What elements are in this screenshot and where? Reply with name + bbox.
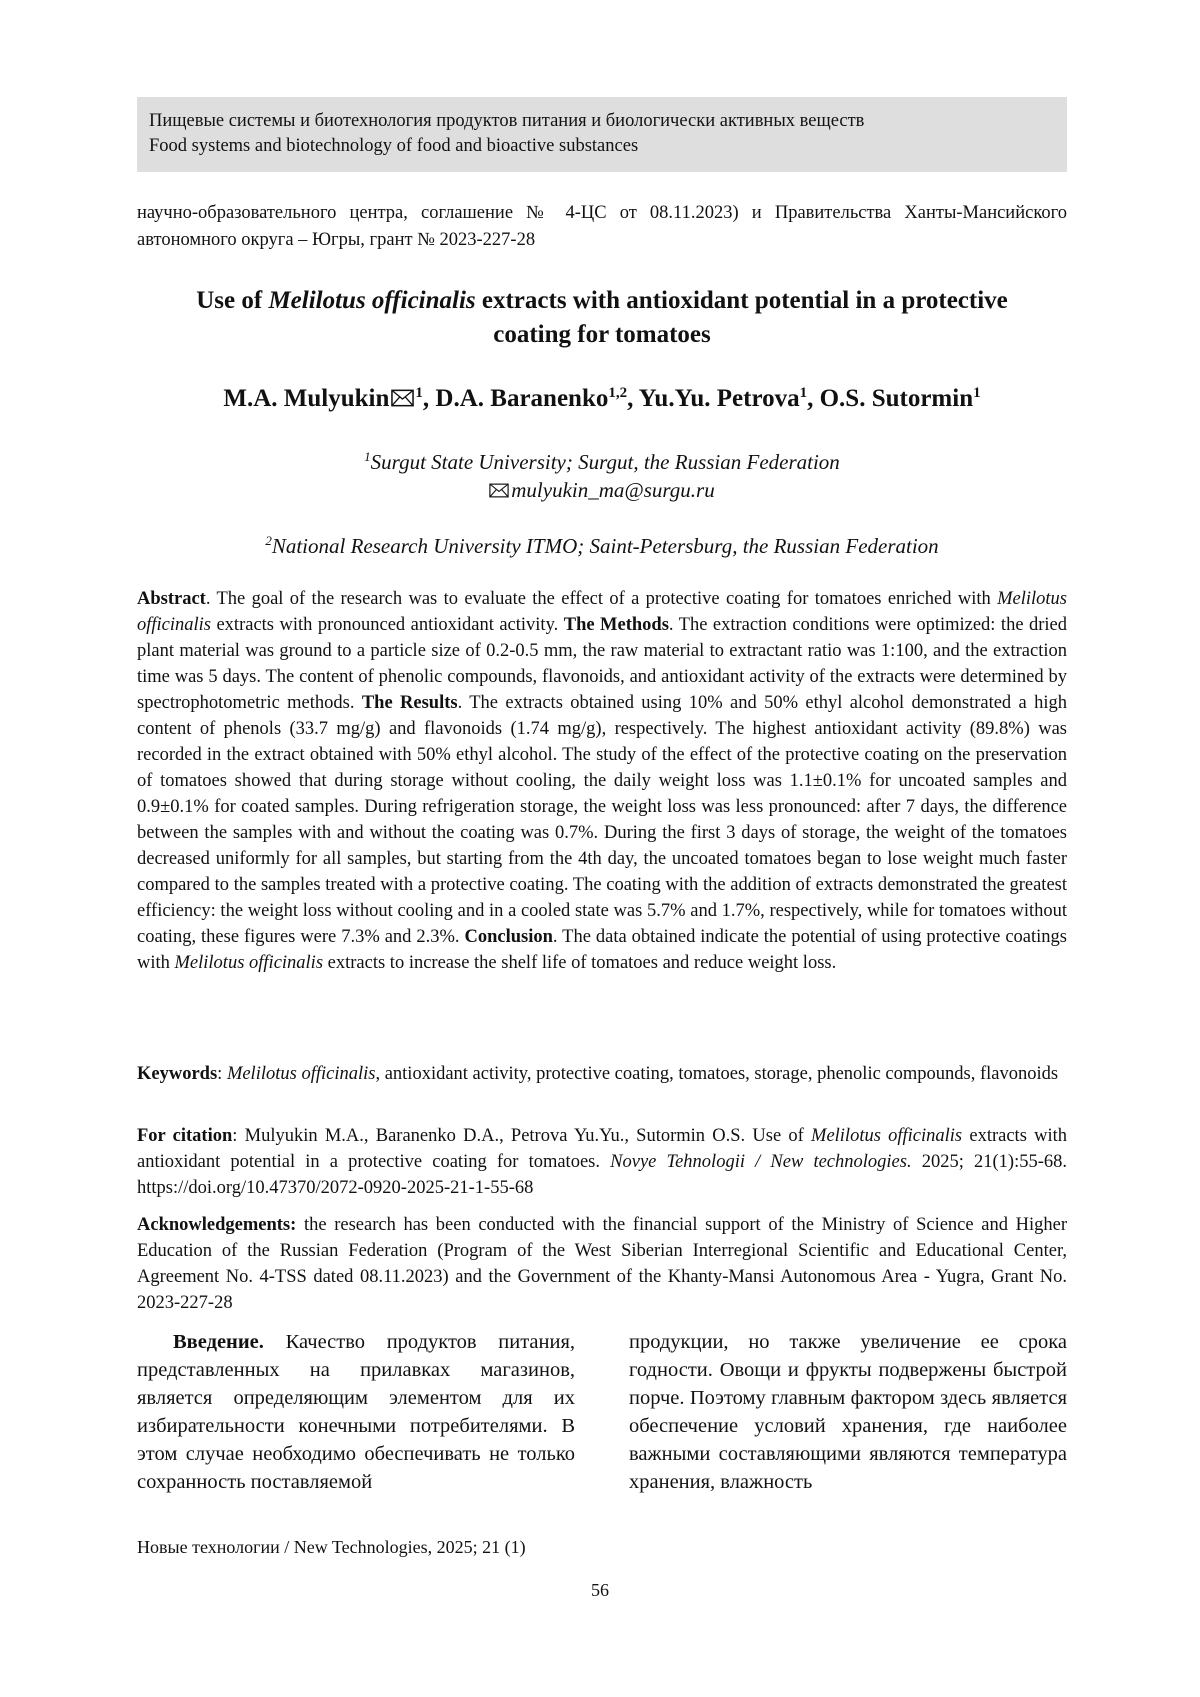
author-4-affiliation: 1 <box>973 385 981 401</box>
title-species: Melilotus officinalis <box>268 287 476 314</box>
corresponding-email <box>137 476 1067 504</box>
introduction-text: Качество продуктов питания, представленных на прилавках магазинов, является определяющим элементом для их избирательности конечными потребителями. В этом случае необходимо обеспечивать не только сохранность поставляемой <box>137 1331 575 1493</box>
abstract-text: . The goal of the research was to evaluate the effect of a protective coating for tomatoes enriched with <box>205 589 998 609</box>
keyword-species: Melilotus officinalis <box>226 1064 376 1084</box>
keywords-label: Keywords <box>137 1064 218 1084</box>
corresponding-author-mail-icon <box>391 389 414 407</box>
citation-species: Melilotus officinalis <box>811 1126 963 1146</box>
citation-text: : Mulyukin M.A., Baranenko D.A., Petrova Yu.Yu., Sutormin O.S. Use of <box>232 1126 812 1146</box>
citation-text: extracts with antioxidant potential in a protective coating for tomatoes. <box>137 1126 1067 1172</box>
author-2: D.A. Baranenko <box>435 385 609 412</box>
author-1-affiliation: 1 <box>415 385 423 401</box>
affiliation-1 <box>137 448 1067 476</box>
abstract-species: Melilotus officinalis <box>174 953 324 973</box>
abstract-text: . The extraction conditions were optimized: the dried plant material was ground to a particle size of 0.2-0.5 mm, the raw material to extractant ratio was 1:100, and the extraction time was 5 days. The content of phenolic compounds, flavonoids, and antioxidant activity of the extracts were determined by spectrophotometric methods. <box>137 615 1068 713</box>
methods-label: The Methods <box>563 615 669 635</box>
abstract-species: Melilotus officinalis <box>137 589 1067 635</box>
abstract <box>137 586 1067 976</box>
journal-section-header <box>137 97 1067 172</box>
author-separator: , <box>807 385 820 412</box>
abstract-text: . The extracts obtained using 10% and 50% ethyl alcohol demonstrated a high content of phenols (33.7 mg/g) and flavonoids (1.74 mg/g), respectively. The highest antioxidant activity (89.8%) was recorded in the extract obtained with 50% ethyl alcohol. The study of the effect of the protective coating on the preservation of tomatoes showed that during storage without cooling, the daily weight loss was 1.1±0.1% for uncoated samples and 0.9±0.1% for coated samples. During refrigeration storage, the weight loss was less pronounced: after 7 days, the difference between the samples with and without the coating was 0.7%. During the first 3 days of storage, the weight of the tomatoes decreased uniformly for all samples, but starting from the 4th day, the uncoated tomatoes began to lose weight much faster compared to the samples treated with a protective coating. The coating with the addition of extracts demonstrated the greatest efficiency: the weight loss without cooling and in a cooled state was 5.7% and 1.7%, respectively, while for tomatoes without coating, these figures were 7.3% and 2.3%. <box>137 693 1067 947</box>
author-list <box>137 382 1067 416</box>
affiliation-2-number: 2 <box>265 533 272 548</box>
keywords-separator: : <box>217 1064 227 1084</box>
title-prefix: Use of <box>196 287 269 314</box>
results-label: The Results <box>361 693 458 713</box>
title-line-2: coating for tomatoes <box>493 321 711 348</box>
affiliation-2 <box>137 532 1067 560</box>
keywords <box>137 1061 1067 1087</box>
introduction-heading: Введение. <box>173 1331 264 1353</box>
acknowledgements <box>137 1212 1067 1316</box>
author-separator: , <box>627 385 639 412</box>
author-4: O.S. Sutormin <box>819 385 974 412</box>
author-3: Yu.Yu. Petrova <box>638 385 800 412</box>
author-1: M.A. Mulyukin <box>223 385 390 412</box>
acknowledgements-label: Acknowledgements: <box>137 1215 297 1235</box>
page-number: 56 <box>591 1580 609 1600</box>
section-title-en: Food systems and biotechnology of food and bioactive substances <box>149 136 639 156</box>
author-3-affiliation: 1 <box>799 385 808 401</box>
acknowledgements-text: the research has been conducted with the financial support of the Ministry of Science and Higher Education of the Russian Federation (Program of the West Siberian Interregional Scientific and Educational Center, Agreement No. 4-TSS dated 08.11.2023) and the Government of the Khanty-Mansi Autonomous Area - Yugra, Grant No. 2023-227-28 <box>137 1215 1067 1313</box>
mail-icon <box>489 483 509 498</box>
abstract-label: Abstract <box>137 589 206 609</box>
journal-footer: Новые технологии / New Technologies, 2025; 21 (1) <box>137 1537 526 1557</box>
section-title-ru: Пищевые системы и биотехнология продуктов питания и биологически активных веществ <box>149 111 865 131</box>
body-column-left <box>137 1328 575 1496</box>
affiliation-1-number: 1 <box>364 449 371 464</box>
citation-journal: Novye Tehnologii / New technologies. <box>610 1152 912 1172</box>
previous-page-continuation: научно-образовательного центра, соглашение № 4-ЦС от 08.11.2023) и Правительства Ханты-Мансийского автономного округа – Югры, грант № 2023-227-28 <box>137 203 1067 250</box>
abstract-text: extracts with pronounced antioxidant activity. <box>211 615 564 635</box>
keywords-text: , antioxidant activity, protective coating, tomatoes, storage, phenolic compounds, flavonoids <box>375 1064 1059 1084</box>
affiliation-1-text: Surgut State University; Surgut, the Russian Federation <box>370 450 840 474</box>
affiliation-2-text: National Research University ITMO; Saint-Petersburg, the Russian Federation <box>271 534 939 558</box>
conclusion-label: Conclusion <box>464 927 553 947</box>
citation <box>137 1123 1067 1201</box>
body-column-right: продукции, но также увеличение ее срока годности. Овощи и фрукты подвержены быстрой порче. Поэтому главным фактором здесь является обеспечение условий хранения, где наиболее важными составляющими являются температура хранения, влажность <box>629 1331 1067 1493</box>
abstract-text: . The data obtained indicate the potential of using protective coatings with <box>137 927 1067 973</box>
article-title <box>137 284 1067 352</box>
citation-label: For citation <box>137 1126 233 1146</box>
title-suffix: extracts with antioxidant potential in a protective <box>475 287 1008 314</box>
author-2-affiliation: 1,2 <box>608 385 628 401</box>
author-separator: , <box>422 385 436 412</box>
citation-doi[interactable]: 2025; 21(1):55-68. https://doi.org/10.47370/2072-0920-2025-21-1-55-68 <box>137 1152 1068 1198</box>
email-address[interactable]: mulyukin_ma@surgu.ru <box>511 478 715 502</box>
abstract-text: extracts to increase the shelf life of tomatoes and reduce weight loss. <box>323 953 837 973</box>
